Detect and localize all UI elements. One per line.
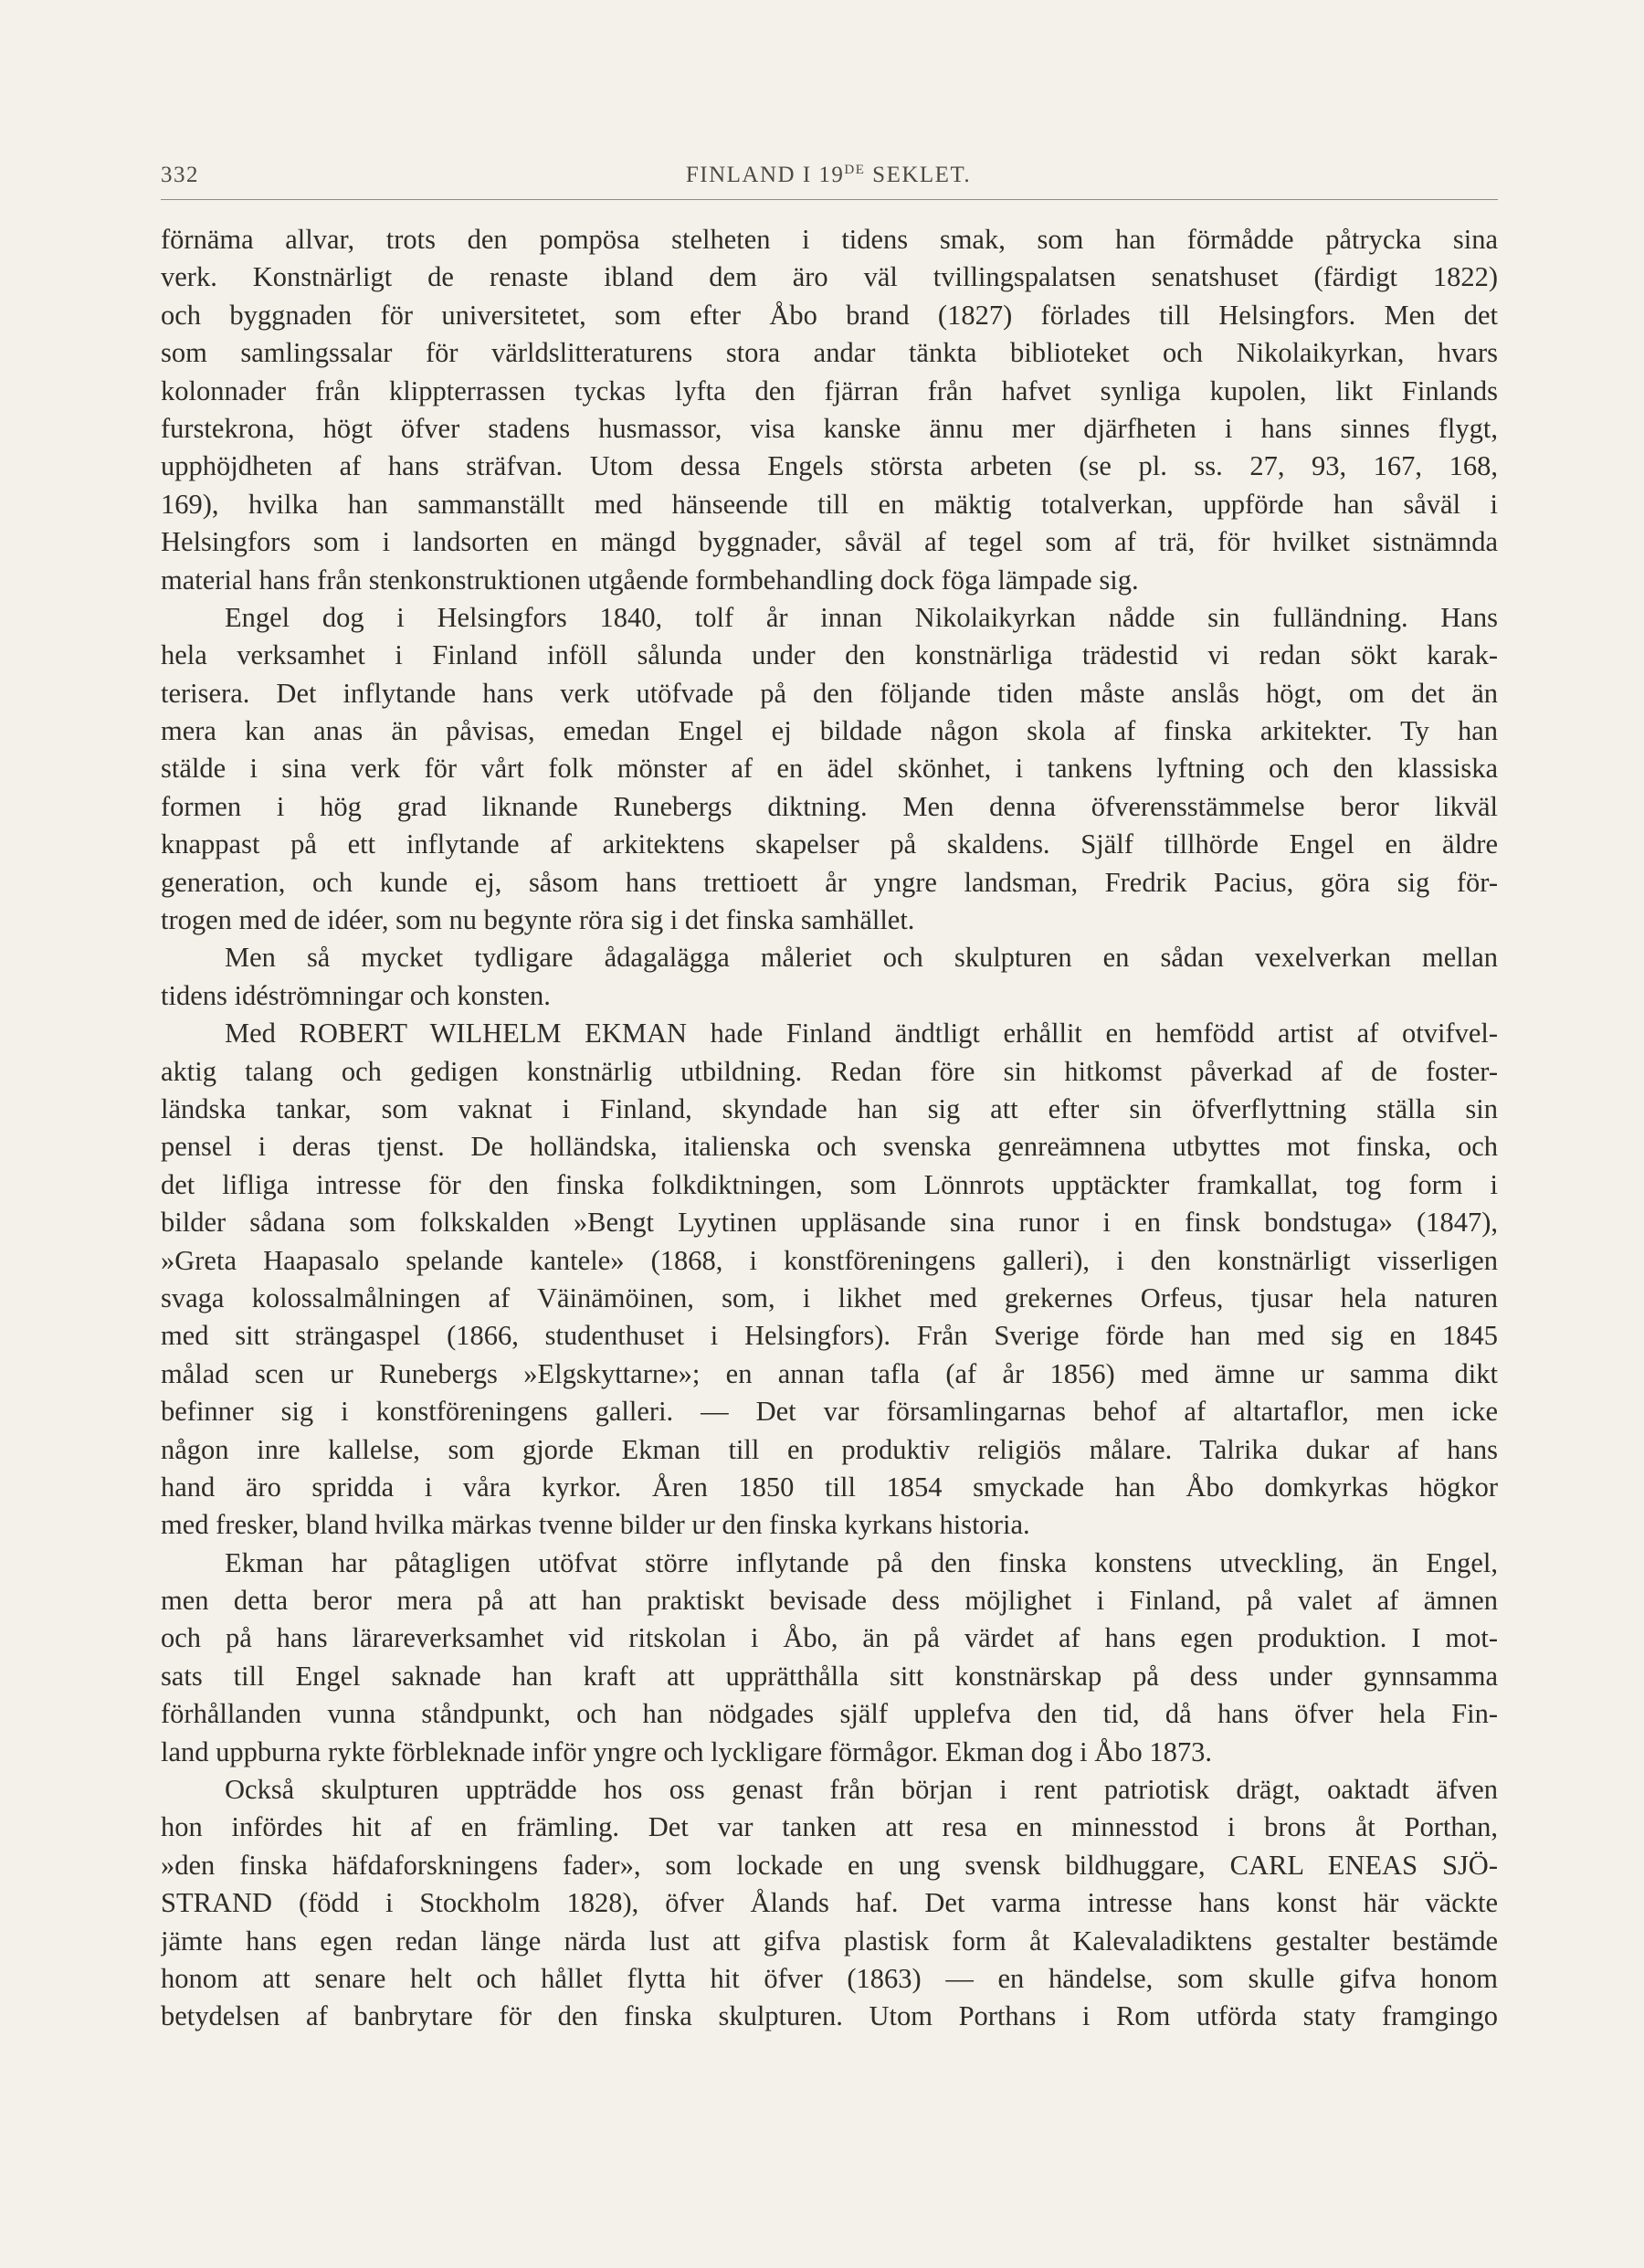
text-line: »den finska häfdaforskningens fader», som lockade en ung svensk bildhuggare, CARL ENEAS SJÖ- [161,1849,1498,1881]
text-line: svaga kolossalmålningen af Väinämöinen, som, i likhet med grekernes Orfeus, tjusar hela naturen [161,1282,1498,1313]
text-line: aktig talang och gedigen konstnärlig utbildning. Redan före sin hitkomst påverkad af de foster- [161,1055,1498,1087]
text-line: Engel dog i Helsingfors 1840, tolf år innan Nikolaikyrkan nådde sin fulländning. Hans [225,601,1498,633]
text-line: Med ROBERT WILHELM EKMAN hade Finland ändtligt erhållit en hemfödd artist af otvifvel- [225,1018,1498,1050]
text-line: knappast på ett inflytande af arkitektens skapelser på skaldens. Själf tillhörde Engel en äldre [161,828,1498,860]
text-line: hela verksamhet i Finland inföll sålunda under den konstnärliga trädestid vi redan sökt karak- [161,639,1498,671]
text-line: formen i hög grad liknande Runebergs diktning. Men denna öfverensstämmelse beror likväl [161,790,1498,822]
page-header [161,163,1496,190]
text-line: tidens idéströmningar och konsten. [161,979,551,1011]
text-line: det lifliga intresse för den finska folkdiktningen, som Lönnrots upptäckter framkallat, tog form i [161,1168,1498,1200]
running-title-superscript: DE [844,163,866,177]
text-line: förnäma allvar, trots den pompösa stelheten i tidens smak, som han förmådde påtrycka sina [161,224,1498,255]
text-line: generation, och kunde ej, såsom hans trettioett år yngre landsman, Fredrik Pacius, göra sig för- [161,866,1498,898]
text-line: »Greta Haapasalo spelande kantele» (1868, i konstföreningens galleri), i den konstnärligt visserligen [161,1244,1498,1276]
text-line: kolonnader från klippterrassen tyckas lyfta den fjärran från hafvet synliga kupolen, likt Finlands [161,374,1498,406]
text-line: stälde i sina verk för vårt folk mönster af en ädel skönhet, i tankens lyftning och den klassiska [161,753,1498,785]
text-line: ländska tankar, som vaknat i Finland, skyndade han sig att efter sin öfverflyttning ställa sin [161,1092,1498,1124]
text-line: bilder sådana som folkskalden »Bengt Lyytinen uppläsande sina runor i en finsk bondstuga» (1847), [161,1207,1498,1239]
text-line: material hans från stenkonstruktionen utgående formbehandling dock föga lämpade sig. [161,564,1139,596]
body-text [161,221,1498,2036]
text-line: sats till Engel saknade han kraft att upprätthålla sitt konstnärskap på dess under gynnsamma [161,1660,1498,1692]
text-line: hand äro spridda i våra kyrkor. Åren 1850 till 1854 smyckade han Åbo domkyrkas högkor [161,1471,1498,1503]
text-line: furstekrona, högt öfver stadens husmassor, visa kanske ännu mer djärfheten i hans sinnes flygt, [161,412,1498,444]
text-line: Men så mycket tydligare ådagalägga måleriet och skulpturen en sådan vexelverkan mellan [225,942,1498,974]
text-line: befinner sig i konstföreningens galleri. — Det var församlingarnas behof af altartaflor, men icke [161,1396,1498,1428]
text-line: förhållanden vunna ståndpunkt, och han nödgades själf upplefva den tid, då hans öfver hela Fin- [161,1698,1498,1730]
text-line: pensel i deras tjenst. De holländska, italienska och svenska genreämnena utbyttes mot finska, och [161,1131,1498,1163]
running-title-main: FINLAND I 19 [685,163,845,187]
text-line: upphöjdheten af hans sträfvan. Utom dessa Engels största arbeten (se pl. ss. 27, 93, 167, 168, [161,450,1498,482]
text-line: målad scen ur Runebergs »Elgskyttarne»; en annan tafla (af år 1856) med ämne ur samma dikt [161,1357,1498,1389]
page-number: 332 [161,163,199,187]
text-line: Också skulpturen uppträdde hos oss genast från början i rent patriotisk drägt, oaktadt äfven [225,1774,1498,1806]
text-line: jämte hans egen redan länge närda lust att gifva plastisk form åt Kalevaladiktens gestalter bestämde [161,1925,1498,1957]
text-line: och byggnaden för universitetet, som efter Åbo brand (1827) förlades till Helsingfors. Men det [161,299,1498,331]
text-line: men detta beror mera på att han praktiskt bevisade dess möjlighet i Finland, på valet af ämnen [161,1585,1498,1617]
text-line: honom att senare helt och hållet flytta hit öfver (1863) — en händelse, som skulle gifva honom [161,1962,1498,1994]
text-line: betydelsen af banbrytare för den finska skulpturen. Utom Porthans i Rom utförda staty framgingo [161,2000,1498,2032]
text-line: hon infördes hit af en främling. Det var tanken att resa en minnesstod i brons åt Porthan, [161,1811,1498,1843]
text-line: terisera. Det inflytande hans verk utöfvade på den följande tiden måste anslås högt, om det än [161,677,1498,709]
text-line: som samlingssalar för världslitteraturens stora andar tänkta biblioteket och Nikolaikyrkan, hvars [161,337,1498,369]
text-line: trogen med de idéer, som nu begynte röra sig i det finska samhället. [161,904,915,936]
text-line: 169), hvilka han sammanställt med hänseende till en mäktig totalverkan, uppförde han såväl i [161,488,1498,520]
text-line: med sitt strängaspel (1866, studenthuset i Helsingfors). Från Sverige förde han med sig en 1845 [161,1320,1498,1352]
text-line: och på hans lärareverksamhet vid ritskolan i Åbo, än på värdet af hans egen produktion. I mot- [161,1622,1498,1654]
text-line: med fresker, bland hvilka märkas tvenne bilder ur den finska kyrkans historia. [161,1509,1030,1541]
text-line: någon inre kallelse, som gjorde Ekman till en produktiv religiös målare. Talrika dukar af hans [161,1433,1498,1465]
text-line: Helsingfors som i landsorten en mängd byggnader, såväl af tegel som af trä, för hvilket sistnämnda [161,526,1498,558]
running-title-end: SEKLET. [865,163,972,187]
header-rule [161,199,1498,200]
text-line: STRAND (född i Stockholm 1828), öfver Ålands haf. Det varma intresse hans konst här väckte [161,1887,1498,1919]
text-line: Ekman har påtagligen utöfvat större inflytande på den finska konstens utveckling, än Engel, [225,1546,1498,1578]
text-line: mera kan anas än påvisas, emedan Engel ej bildade någon skola af finska arkitekter. Ty han [161,715,1498,747]
running-title [161,163,1496,188]
text-line: verk. Konstnärligt de renaste ibland dem äro väl tvillingspalatsen senatshuset (färdigt 1822) [161,261,1498,293]
text-line: land uppburna rykte förbleknade inför yngre och lyckligare förmågor. Ekman dog i Åbo 1873. [161,1735,1213,1767]
